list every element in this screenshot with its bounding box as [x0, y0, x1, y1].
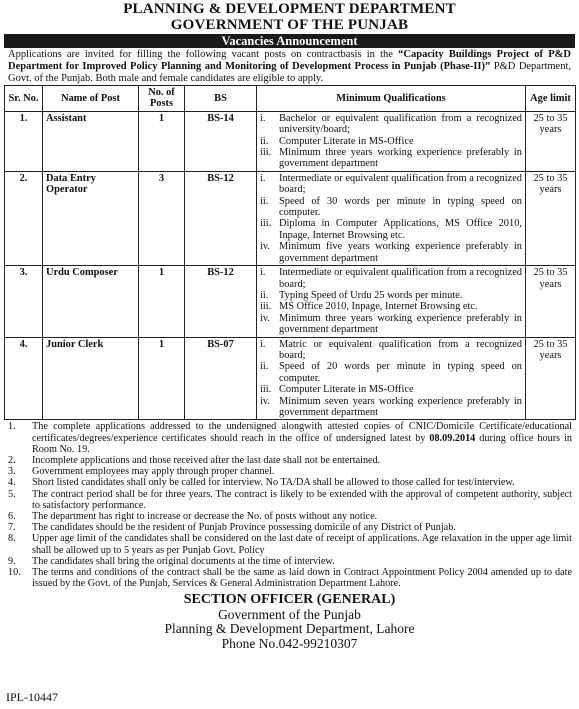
qualification-number: ii.	[260, 195, 269, 207]
term-text-main: Government employees may apply through proper channel.	[32, 466, 275, 478]
term-text-main: The complete applications addressed to the undersigned alongwith attested copies of CNIC/Domicile Certificate/educational certificates/degrees/experience certificates should reach in the office of undersigned latest by	[32, 421, 572, 444]
term-number: 3.	[8, 466, 16, 478]
qualification-text: Computer Literate in MS-Office	[279, 384, 414, 396]
qualification-text: Minimum five years working experience preferably in government department	[279, 241, 522, 264]
row-no-of-posts: 3	[139, 171, 185, 265]
qualification-text: Bachelor or equivalent qualification from a recognized university/board;	[279, 112, 522, 136]
row-no-of-posts: 1	[139, 337, 185, 420]
term-number: 5.	[8, 488, 16, 500]
term-item	[4, 556, 575, 567]
row-age-limit	[526, 111, 576, 171]
row-sr-no: 1.	[5, 111, 43, 171]
row-age-limit	[526, 337, 576, 420]
term-item	[4, 466, 575, 477]
term-text	[32, 567, 575, 589]
qualification-item	[260, 290, 522, 301]
term-text	[32, 466, 575, 477]
age-range: 25 to 35	[533, 267, 568, 279]
term-item	[4, 477, 575, 488]
vacancies-banner: Vacancies Announcement	[4, 34, 575, 48]
term-text-main: The candidates shall bring the original documents at the time of interview.	[32, 555, 335, 567]
age-range: 25 to 35	[533, 112, 568, 124]
qualification-number: i.	[260, 112, 266, 124]
signature-government: Government of the Punjab	[218, 606, 361, 622]
qualification-number: i.	[260, 172, 266, 184]
header-bs: BS	[185, 86, 257, 112]
intro-text-2: P&D Department, Govt. of the Punjab. Both male and female candidates are eligible to apply.	[8, 61, 571, 84]
qualification-item	[260, 241, 522, 264]
qualification-item	[260, 196, 522, 219]
row-post-name: Assistant	[43, 111, 139, 171]
term-item	[4, 567, 575, 589]
table-row	[5, 337, 576, 420]
signature-department: Planning & Development Department, Lahore	[164, 621, 415, 637]
age-unit: years	[539, 278, 562, 290]
qualification-item	[260, 361, 522, 384]
qualification-item	[260, 136, 522, 147]
qualification-item	[260, 173, 522, 196]
qualification-item	[260, 267, 522, 290]
qualification-text: Typing Speed of Urdu 25 words per minute.	[279, 289, 463, 301]
header-no-of-posts: No. of Posts	[139, 86, 185, 112]
term-text	[32, 511, 575, 522]
row-qualifications	[257, 337, 526, 420]
government-heading: GOVERNMENT OF THE PUNJAB	[170, 17, 409, 33]
term-text-main: Short listed candidates shall only be called for interview. No TA/DA shall be allowed to those called for test/interview.	[32, 477, 515, 489]
vacancies-table	[4, 85, 576, 420]
qualification-text: Minimum seven years working experience preferably in government department	[279, 395, 522, 418]
term-text-main: Upper age limit of the candidates shall be considered on the last date of receipt of applications. Age relaxation in the upper age limit shall be allowed up to 5 years as per Punjab Govt. Policy	[32, 533, 572, 556]
qualification-number: iv.	[260, 241, 271, 253]
qualification-item	[260, 396, 522, 419]
row-age-limit	[526, 266, 576, 337]
table-header-row	[5, 86, 576, 112]
row-no-of-posts: 1	[139, 266, 185, 337]
qualification-text: Minimum three years working experience preferably in government department	[279, 312, 522, 336]
row-qualifications	[257, 111, 526, 171]
qualification-item	[260, 384, 522, 395]
table-row	[5, 266, 576, 337]
qualification-number: iii.	[260, 384, 272, 396]
term-text	[32, 556, 575, 567]
qualification-item	[260, 301, 522, 312]
table-row	[5, 111, 576, 171]
term-text	[32, 455, 575, 466]
row-age-limit	[526, 171, 576, 265]
qualification-text: Diploma in Computer Applications, MS Office 2010, Inpage, Internet Browsing etc.	[279, 218, 522, 241]
term-text-end: during office hours in Room No. 19.	[32, 432, 572, 455]
term-text-main: The department has right to increase or decrease the No. of posts without any notice.	[32, 511, 378, 522]
term-item	[4, 421, 575, 455]
term-number: 10.	[8, 567, 21, 579]
term-text	[32, 477, 575, 488]
qualification-item	[260, 313, 522, 336]
qualification-text: MS Office 2010, Inpage, Internet Browsing etc.	[279, 301, 478, 313]
signature-phone: Phone No.042-99210307	[221, 635, 358, 651]
term-text	[32, 421, 575, 455]
qualification-text: Matric or equivalent qualification from a recognized board;	[279, 338, 522, 361]
intro-paragraph	[8, 49, 571, 85]
row-qualifications	[257, 171, 526, 265]
term-item	[4, 533, 575, 555]
intro-text-1: Applications are invited for filling the following vacant posts on contractbasis in the	[8, 49, 399, 60]
age-unit: years	[539, 184, 562, 196]
age-range: 25 to 35	[533, 338, 568, 350]
row-bs: BS-14	[185, 111, 257, 171]
qualification-number: iii.	[260, 147, 272, 159]
term-number: 6.	[8, 511, 16, 522]
signature-title: SECTION OFFICER (GENERAL)	[183, 592, 396, 608]
term-number: 2.	[8, 454, 16, 466]
signature-block	[4, 593, 575, 651]
qualification-number: i.	[260, 267, 266, 279]
intro-project-name: “Capacity Buildings Project of P&D Department for Improved Policy Planning and Monitoring of Development Process in Punjab (Phase-II)”	[8, 49, 571, 72]
age-unit: years	[539, 349, 562, 361]
qualification-item	[260, 113, 522, 136]
advertisement-page	[4, 0, 575, 704]
term-text	[32, 533, 575, 555]
row-qualifications	[257, 266, 526, 337]
row-sr-no: 4.	[5, 337, 43, 420]
term-number: 9.	[8, 555, 16, 567]
qualification-text: Intermediate or equivalent qualification from a recognized board;	[279, 267, 522, 290]
term-item	[4, 511, 575, 522]
qualification-number: ii.	[260, 361, 269, 373]
row-post-name: Urdu Composer	[43, 266, 139, 337]
qualification-text: Computer Literate in MS-Office	[279, 135, 414, 147]
qualification-item	[260, 339, 522, 362]
term-item	[4, 455, 575, 466]
qualification-text: Minimum three years working experience preferably in government department	[279, 147, 522, 170]
ipl-code: IPL-10447	[6, 690, 58, 704]
terms-list	[4, 421, 575, 589]
department-heading: PLANNING & DEVELOPMENT DEPARTMENT	[123, 1, 456, 17]
qualification-number: iii.	[260, 218, 272, 230]
qualification-number: i.	[260, 338, 266, 350]
qualification-item	[260, 218, 522, 241]
term-number: 4.	[8, 477, 16, 489]
row-bs: BS-12	[185, 266, 257, 337]
age-unit: years	[539, 124, 562, 136]
term-text	[32, 522, 575, 533]
qualification-number: iv.	[260, 312, 271, 324]
row-sr-no: 3.	[5, 266, 43, 337]
row-post-name: Data Entry Operator	[43, 171, 139, 265]
term-number: 7.	[8, 522, 16, 534]
row-no-of-posts: 1	[139, 111, 185, 171]
qualification-number: ii.	[260, 135, 269, 147]
qualification-number: ii.	[260, 289, 269, 301]
qualification-text: Speed of 30 words per minute in typing speed on computer.	[279, 195, 522, 219]
qualification-text: Speed of 20 words per minute in typing speed on computer.	[279, 361, 522, 384]
header-qualifications: Minimum Qualifications	[257, 86, 526, 112]
qualification-number: iv.	[260, 395, 271, 407]
row-bs: BS-07	[185, 337, 257, 420]
header-sr-no: Sr. No.	[5, 86, 43, 112]
term-text-main: The terms and conditions of the contract shall be the same as laid down in Contract Appointment Policy 2004 amended up to date issued by the Govt. of the Punjab, Services & General Administration Department Lahore.	[32, 567, 572, 590]
term-number: 8.	[8, 533, 16, 545]
qualification-text: Intermediate or equivalent qualification from a recognized board;	[279, 172, 522, 196]
row-post-name: Junior Clerk	[43, 337, 139, 420]
table-row	[5, 171, 576, 265]
header-age-limit: Age limit	[526, 86, 576, 112]
term-text-main: Incomplete applications and those received after the last date shall not be entertained.	[32, 454, 381, 466]
qualification-item	[260, 147, 522, 170]
row-sr-no: 2.	[5, 171, 43, 265]
term-deadline-date: 08.09.2014	[429, 432, 476, 444]
row-bs: BS-12	[185, 171, 257, 265]
age-range: 25 to 35	[533, 172, 568, 184]
term-text-main: The contract period shall be for three years. The contract is likely to be extended with the approval of competent authority, subject to satisfactory performance.	[32, 488, 572, 511]
header-post-name: Name of Post	[43, 86, 139, 112]
term-number: 1.	[8, 421, 16, 433]
term-text-main: The candidates should be the resident of Punjab Province possessing domicile of any District of Punjab.	[32, 522, 456, 534]
term-text	[32, 489, 575, 511]
term-item	[4, 522, 575, 533]
qualification-number: iii.	[260, 301, 272, 313]
term-item	[4, 489, 575, 511]
